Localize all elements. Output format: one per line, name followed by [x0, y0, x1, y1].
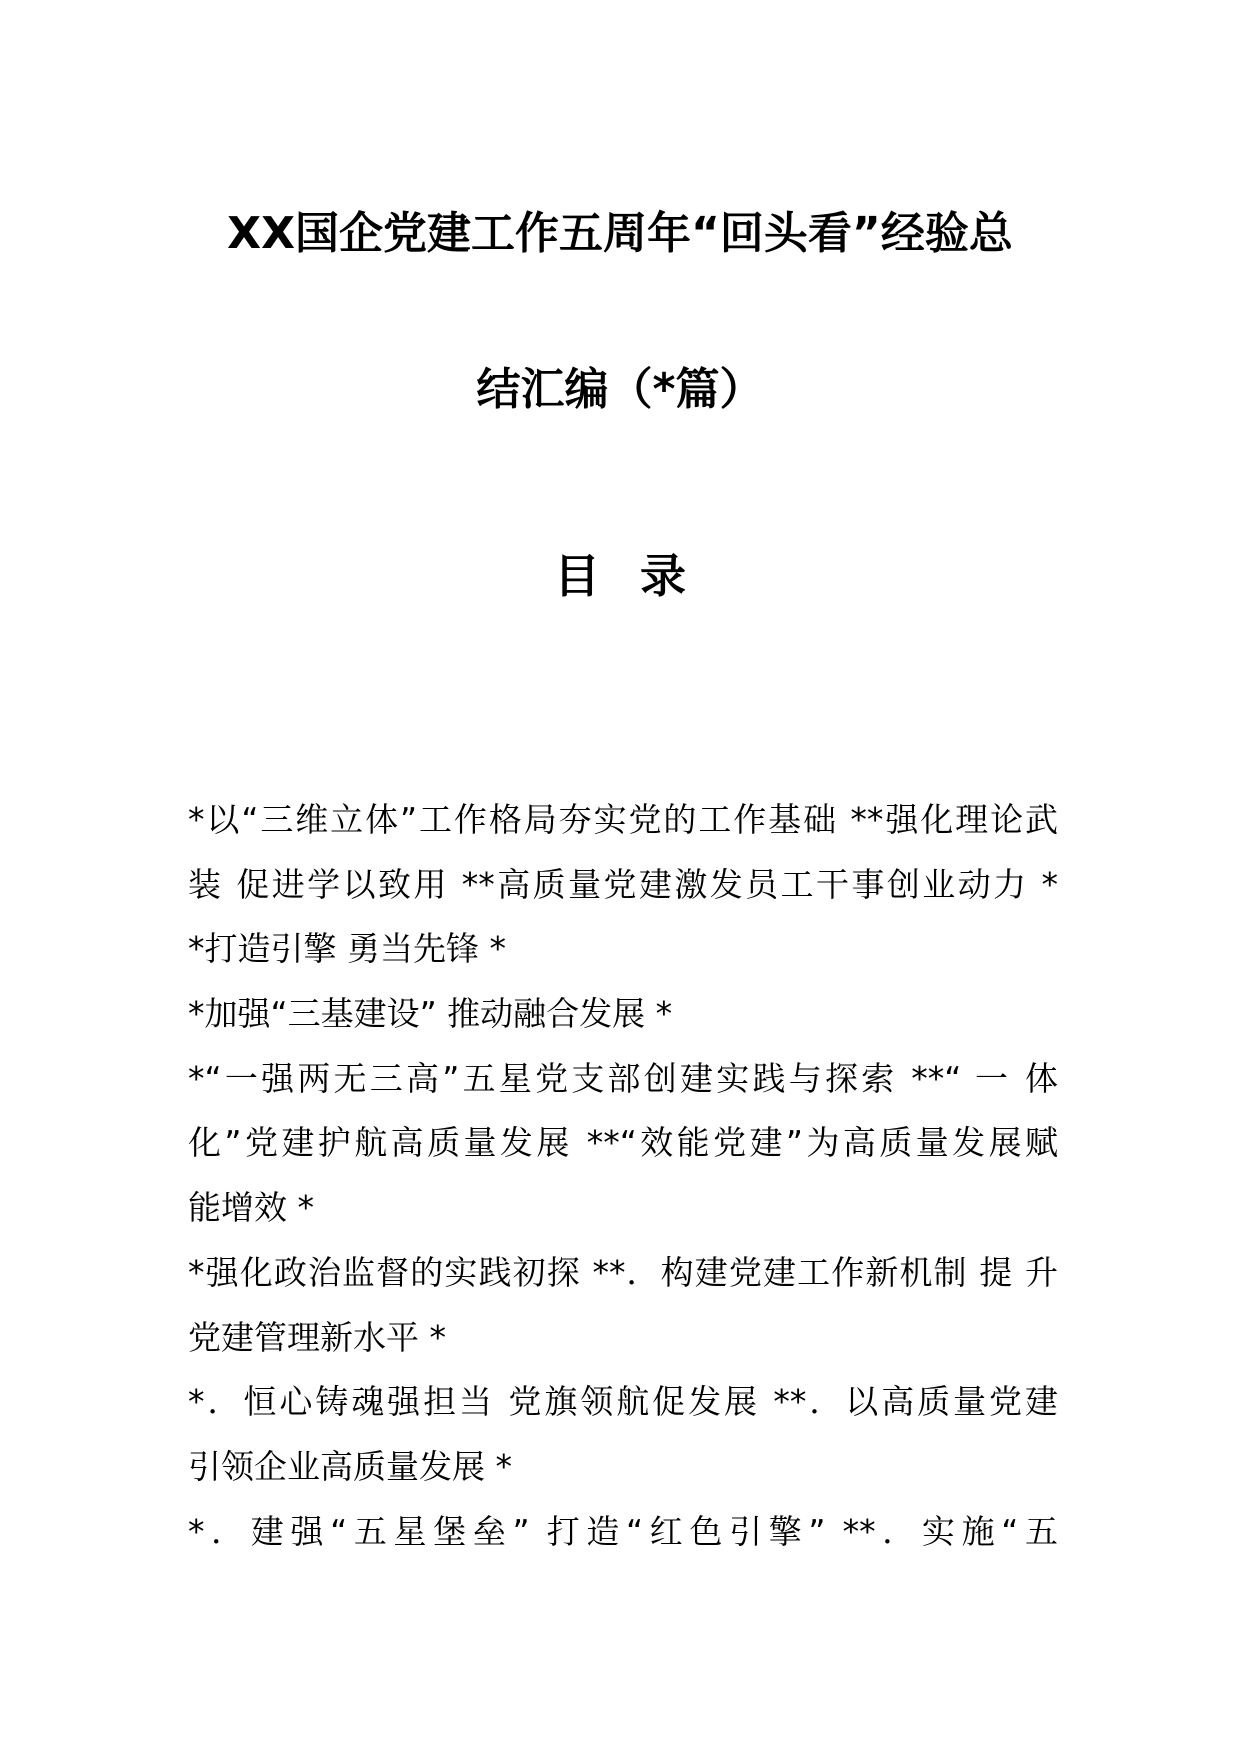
toc-list: [188, 788, 1058, 1564]
toc-line: *强化政治监督的实践初探 **．构建党建工作新机制 提 升: [188, 1252, 1058, 1292]
toc-line: *打造引擎 勇当先锋 *: [188, 929, 506, 969]
toc-line: 能增效 *: [188, 1188, 314, 1228]
toc-line: 化”党建护航高质量发展 **“效能党建”为高质量发展赋: [188, 1123, 1058, 1163]
document-title-line-2: 结汇编（*篇）: [476, 364, 764, 415]
document-title-line-1: XX国企党建工作五周年“回头看”经验总: [227, 208, 1013, 259]
toc-line: 装 促进学以致用 **高质量党建激发员工干事创业动力 *: [188, 864, 1058, 904]
toc-heading: 目录: [554, 549, 726, 603]
toc-line: *以“三维立体”工作格局夯实党的工作基础 **强化理论武: [188, 800, 1058, 839]
toc-line: 党建管理新水平 *: [188, 1317, 446, 1357]
toc-line: *“一强两无三高”五星党支部创建实践与探索 **“ 一 体: [188, 1058, 1058, 1098]
toc-line: *加强“三基建设” 推动融合发展 *: [188, 994, 673, 1034]
toc-line: *．建强“五星堡垒” 打造“红色引擎” **．实施“五: [188, 1511, 1058, 1551]
toc-line: *．恒心铸魂强担当 党旗领航促发展 **．以高质量党建: [188, 1382, 1058, 1422]
toc-line: 引领企业高质量发展 *: [188, 1446, 512, 1486]
